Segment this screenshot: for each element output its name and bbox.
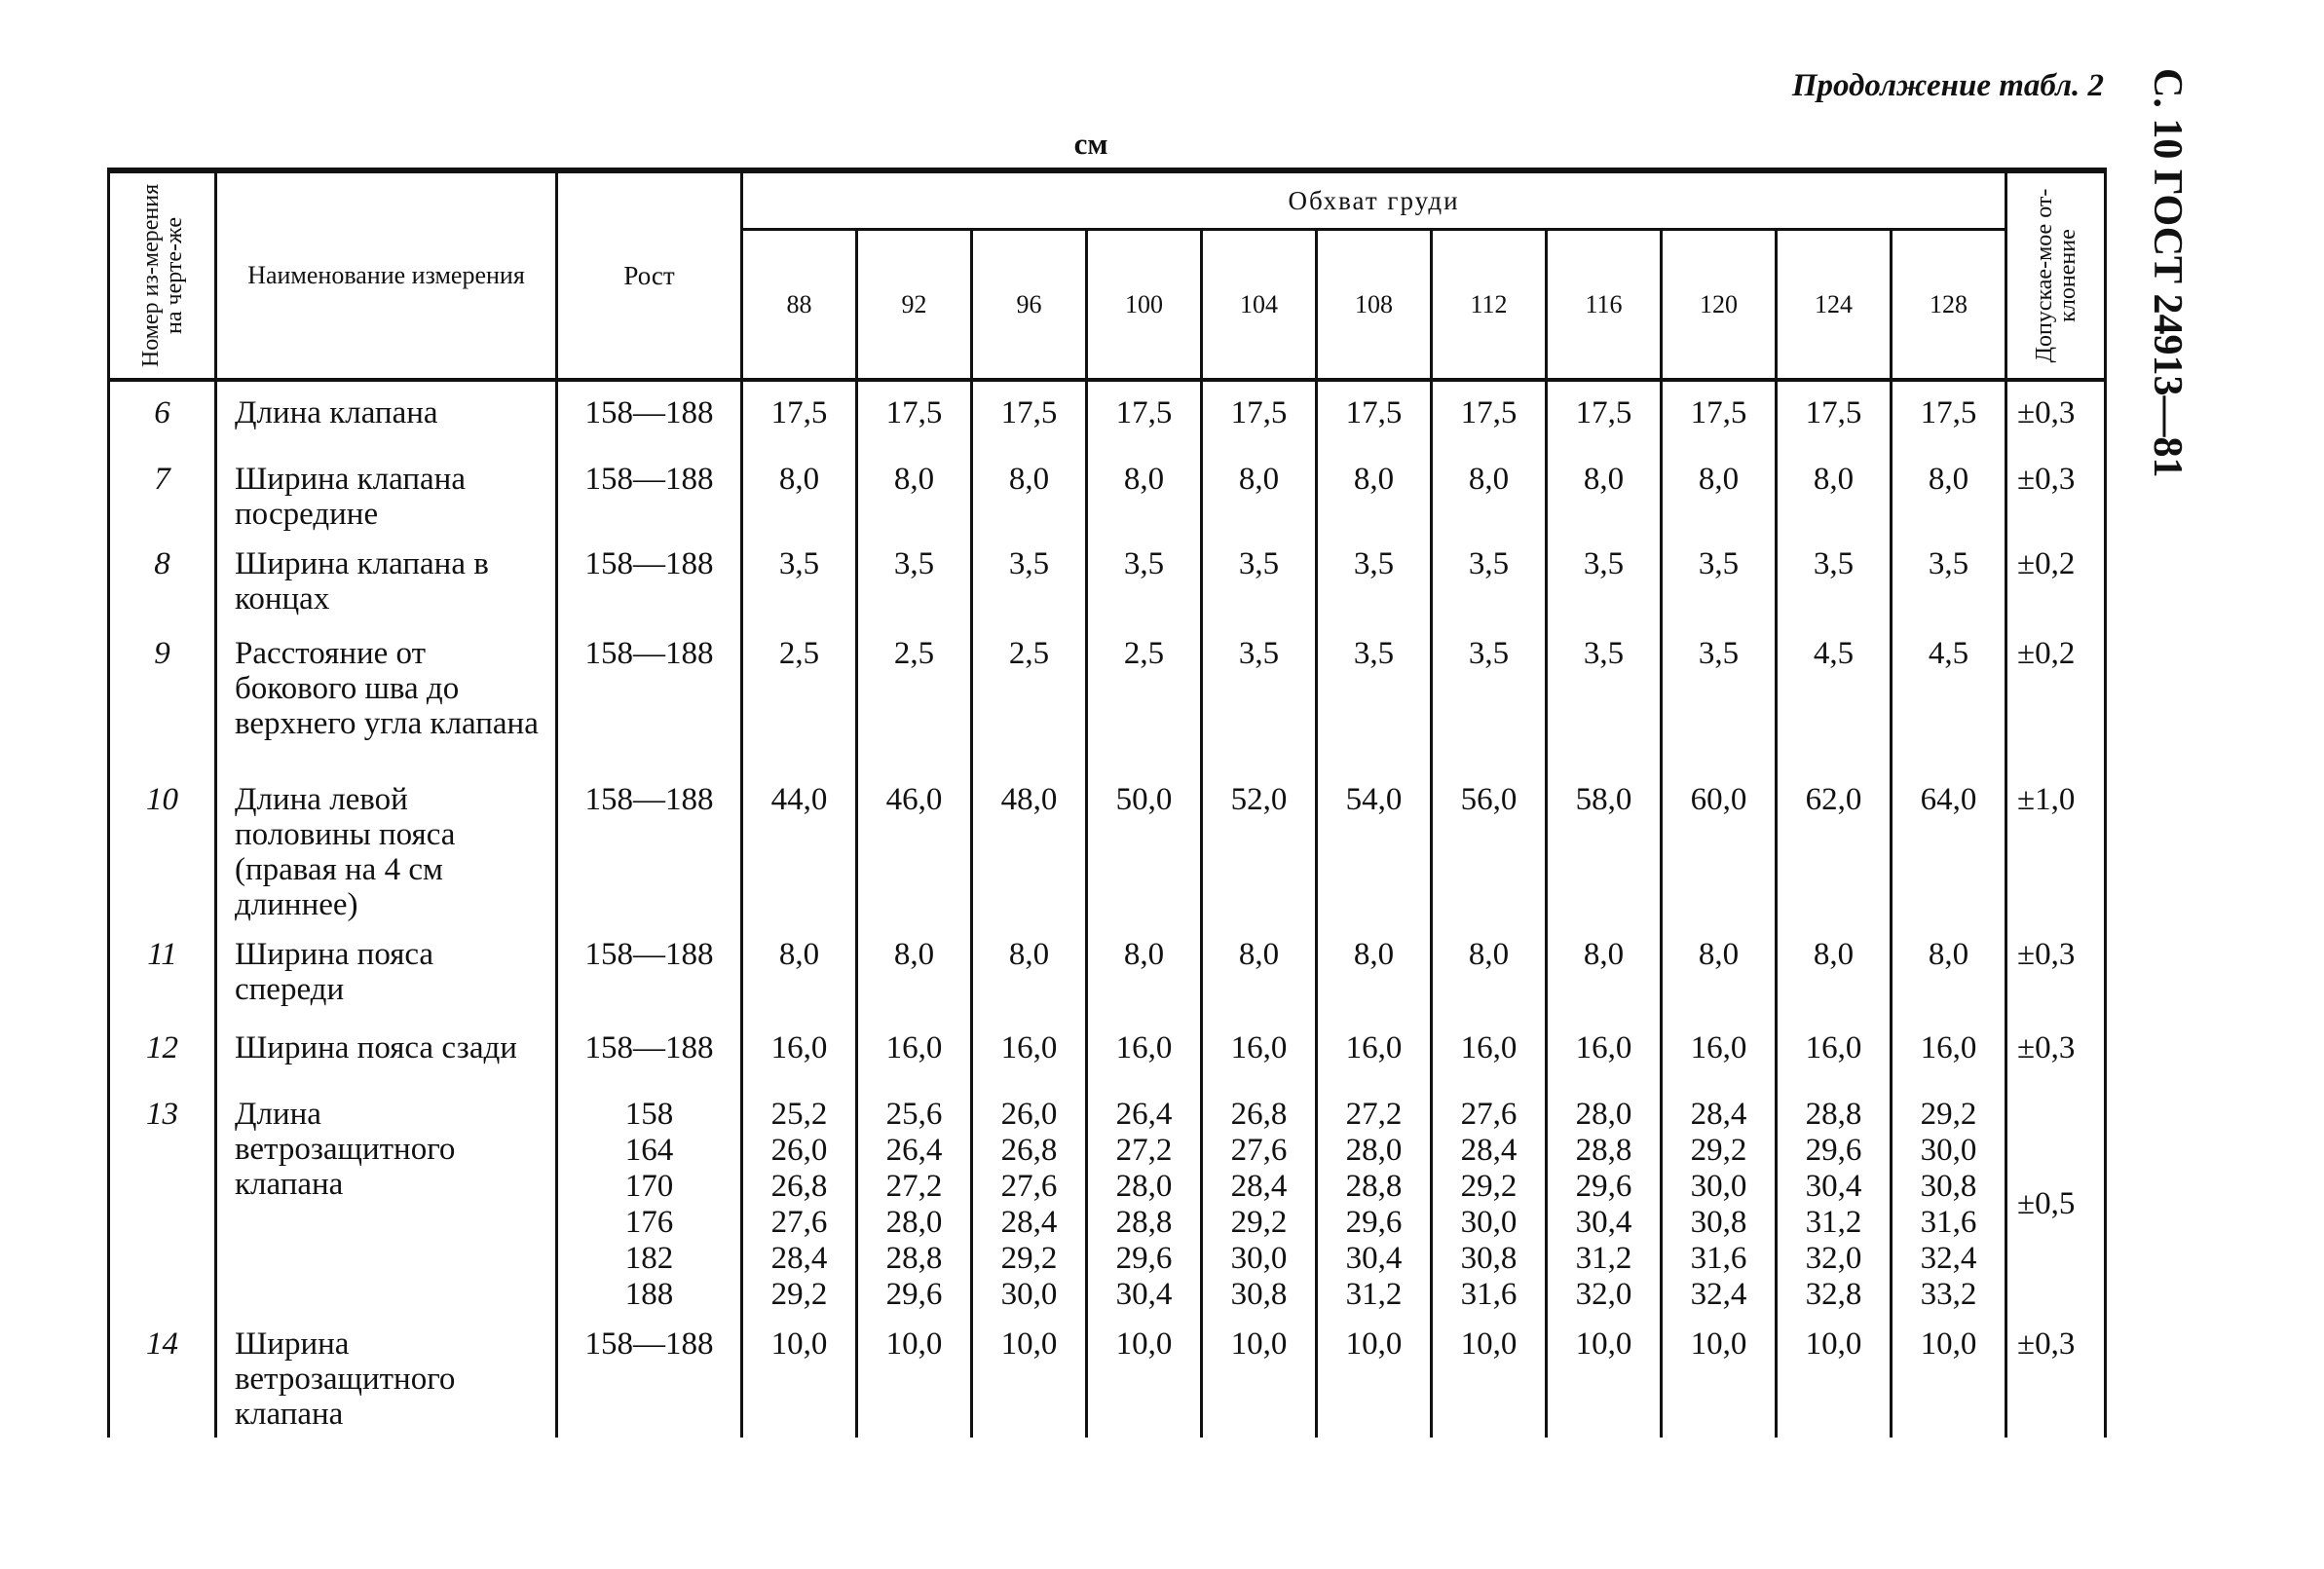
tolerance-value: ±0,3 [2006,380,2106,448]
size-value: 8,0 [1432,923,1547,1017]
measurement-number: 11 [109,923,216,1017]
size-value: 28,0 28,8 29,6 30,4 31,2 32,0 [1547,1083,1662,1313]
size-value: 3,5 [857,533,972,622]
size-value: 10,0 [1432,1313,1547,1438]
table-row [109,1017,2106,1083]
measurement-name: Ширина клапана посредине [216,448,557,533]
growth-value: 158—188 [557,380,742,448]
column-header-size: 124 [1777,230,1892,380]
size-value: 26,0 26,8 27,6 28,4 29,2 30,0 [972,1083,1087,1313]
size-value: 48,0 [972,768,1087,923]
size-value: 16,0 [1777,1017,1892,1083]
growth-value: 158—188 [557,1313,742,1438]
size-value: 8,0 [972,448,1087,533]
tolerance-value: ±0,2 [2006,533,2106,622]
size-value: 2,5 [857,622,972,768]
size-value: 3,5 [972,533,1087,622]
table-row [109,1313,2106,1438]
growth-value: 158—188 [557,622,742,768]
size-value: 8,0 [1547,448,1662,533]
size-value: 25,2 26,0 26,8 27,6 28,4 29,2 [742,1083,857,1313]
size-value: 54,0 [1317,768,1432,923]
tolerance-value: ±0,3 [2006,1313,2106,1438]
size-value: 58,0 [1547,768,1662,923]
table-row [109,1083,2106,1313]
size-value: 16,0 [742,1017,857,1083]
size-value: 44,0 [742,768,857,923]
column-header-size: 116 [1547,230,1662,380]
column-header-size: 120 [1662,230,1777,380]
size-value: 16,0 [857,1017,972,1083]
size-value: 8,0 [742,923,857,1017]
size-value: 60,0 [1662,768,1777,923]
size-value: 25,6 26,4 27,2 28,0 28,8 29,6 [857,1083,972,1313]
size-value: 3,5 [1087,533,1202,622]
column-header-size: 112 [1432,230,1547,380]
size-value: 62,0 [1777,768,1892,923]
size-value: 8,0 [1662,448,1777,533]
size-value: 3,5 [1202,533,1317,622]
measurement-number: 14 [109,1313,216,1438]
measurement-name: Ширина пояса спереди [216,923,557,1017]
size-value: 3,5 [1662,622,1777,768]
size-value: 27,6 28,4 29,2 30,0 30,8 31,6 [1432,1083,1547,1313]
size-value: 10,0 [857,1313,972,1438]
tolerance-value: ±0,3 [2006,1017,2106,1083]
size-value: 16,0 [1432,1017,1547,1083]
tolerance-value: ±0,5 [2006,1083,2106,1313]
tolerance-value: ±1,0 [2006,768,2106,923]
size-value: 8,0 [857,923,972,1017]
size-value: 17,5 [972,380,1087,448]
size-value: 10,0 [1547,1313,1662,1438]
size-value: 17,5 [857,380,972,448]
measurement-number: 10 [109,768,216,923]
table-row [109,533,2106,622]
size-value: 3,5 [1317,533,1432,622]
size-value: 3,5 [1777,533,1892,622]
measurement-number: 6 [109,380,216,448]
size-value: 8,0 [1317,448,1432,533]
column-group-chest-girth: Обхват груди [742,170,2006,230]
measurement-name: Ширина ветрозащитного клапана [216,1313,557,1438]
measurement-number: 12 [109,1017,216,1083]
size-value: 27,2 28,0 28,8 29,6 30,4 31,2 [1317,1083,1432,1313]
size-value: 8,0 [1432,448,1547,533]
size-value: 16,0 [972,1017,1087,1083]
column-header-size: 92 [857,230,972,380]
size-value: 50,0 [1087,768,1202,923]
measurement-name: Расстояние от бокового шва до верхнего угла клапана [216,622,557,768]
size-value: 16,0 [1087,1017,1202,1083]
size-value: 8,0 [1202,448,1317,533]
table-row [109,380,2106,448]
size-value: 17,5 [1892,380,2006,448]
size-value: 2,5 [972,622,1087,768]
size-value: 3,5 [1892,533,2006,622]
growth-value: 158—188 [557,448,742,533]
table-row [109,622,2106,768]
size-value: 10,0 [1662,1313,1777,1438]
measurement-name: Ширина клапана в концах [216,533,557,622]
measurement-name: Длина клапана [216,380,557,448]
size-value: 8,0 [857,448,972,533]
growth-value: 158—188 [557,768,742,923]
tolerance-value: ±0,3 [2006,923,2106,1017]
growth-value: 158—188 [557,923,742,1017]
size-value: 16,0 [1662,1017,1777,1083]
size-value: 8,0 [1317,923,1432,1017]
tolerance-value: ±0,3 [2006,448,2106,533]
column-header-size: 96 [972,230,1087,380]
size-value: 3,5 [1432,533,1547,622]
column-header-size: 104 [1202,230,1317,380]
size-value: 52,0 [1202,768,1317,923]
size-value: 8,0 [1202,923,1317,1017]
size-value: 26,4 27,2 28,0 28,8 29,6 30,4 [1087,1083,1202,1313]
measurement-number: 8 [109,533,216,622]
size-value: 8,0 [1892,448,2006,533]
growth-value: 158—188 [557,533,742,622]
table-continuation-caption: Продолжение табл. 2 [1791,68,2104,103]
column-header-size: 108 [1317,230,1432,380]
size-value: 8,0 [1547,923,1662,1017]
size-value: 3,5 [1662,533,1777,622]
size-value: 10,0 [1202,1313,1317,1438]
size-value: 17,5 [1777,380,1892,448]
size-value: 29,2 30,0 30,8 31,6 32,4 33,2 [1892,1083,2006,1313]
unit-label: см [1073,127,1108,161]
growth-value: 158—188 [557,1017,742,1083]
size-value: 8,0 [1892,923,2006,1017]
size-value: 17,5 [1087,380,1202,448]
size-value: 3,5 [1202,622,1317,768]
column-header-number: Номер из-мерения на черте-же [109,170,216,380]
column-header-size: 88 [742,230,857,380]
size-value: 16,0 [1892,1017,2006,1083]
size-value: 46,0 [857,768,972,923]
table-row [109,768,2106,923]
measurement-number: 13 [109,1083,216,1313]
size-value: 26,8 27,6 28,4 29,2 30,0 30,8 [1202,1083,1317,1313]
size-value: 17,5 [1432,380,1547,448]
column-header-tolerance: Допускае-мое от-клонение [2006,170,2106,380]
size-value: 2,5 [1087,622,1202,768]
size-value: 56,0 [1432,768,1547,923]
size-value: 3,5 [1317,622,1432,768]
size-value: 17,5 [1317,380,1432,448]
size-value: 8,0 [742,448,857,533]
size-value: 16,0 [1547,1017,1662,1083]
column-header-name: Наименование измерения [216,170,557,380]
size-value: 4,5 [1892,622,2006,768]
size-value: 2,5 [742,622,857,768]
size-value: 8,0 [972,923,1087,1017]
size-value: 16,0 [1202,1017,1317,1083]
size-value: 8,0 [1777,923,1892,1017]
column-header-growth: Рост [557,170,742,380]
size-value: 16,0 [1317,1017,1432,1083]
measurement-number: 9 [109,622,216,768]
size-value: 3,5 [1432,622,1547,768]
size-value: 3,5 [1547,622,1662,768]
measurement-number: 7 [109,448,216,533]
size-value: 17,5 [1547,380,1662,448]
size-value: 10,0 [1892,1313,2006,1438]
size-value: 28,8 29,6 30,4 31,2 32,0 32,8 [1777,1083,1892,1313]
size-value: 3,5 [1547,533,1662,622]
growth-value: 158 164 170 176 182 188 [557,1083,742,1313]
size-value: 8,0 [1087,923,1202,1017]
size-value: 10,0 [1087,1313,1202,1438]
column-header-size: 100 [1087,230,1202,380]
table-row [109,923,2106,1017]
size-value: 28,4 29,2 30,0 30,8 31,6 32,4 [1662,1083,1777,1313]
column-header-size: 128 [1892,230,2006,380]
measurement-name: Длина левой половины пояса (правая на 4 см длиннее) [216,768,557,923]
size-value: 8,0 [1662,923,1777,1017]
document-page-label: С. 10 ГОСТ 24913—81 [2145,68,2190,478]
measurement-name: Ширина пояса сзади [216,1017,557,1083]
size-value: 17,5 [1662,380,1777,448]
measurements-table [107,168,2107,1438]
tolerance-value: ±0,2 [2006,622,2106,768]
size-value: 8,0 [1087,448,1202,533]
table-row [109,448,2106,533]
size-value: 10,0 [1777,1313,1892,1438]
measurement-name: Длина ветрозащитного клапана [216,1083,557,1313]
size-value: 17,5 [742,380,857,448]
size-value: 10,0 [972,1313,1087,1438]
page-side-header [2123,68,2211,516]
size-value: 8,0 [1777,448,1892,533]
size-value: 64,0 [1892,768,2006,923]
size-value: 17,5 [1202,380,1317,448]
size-value: 10,0 [1317,1313,1432,1438]
size-value: 3,5 [742,533,857,622]
size-value: 4,5 [1777,622,1892,768]
size-value: 10,0 [742,1313,857,1438]
